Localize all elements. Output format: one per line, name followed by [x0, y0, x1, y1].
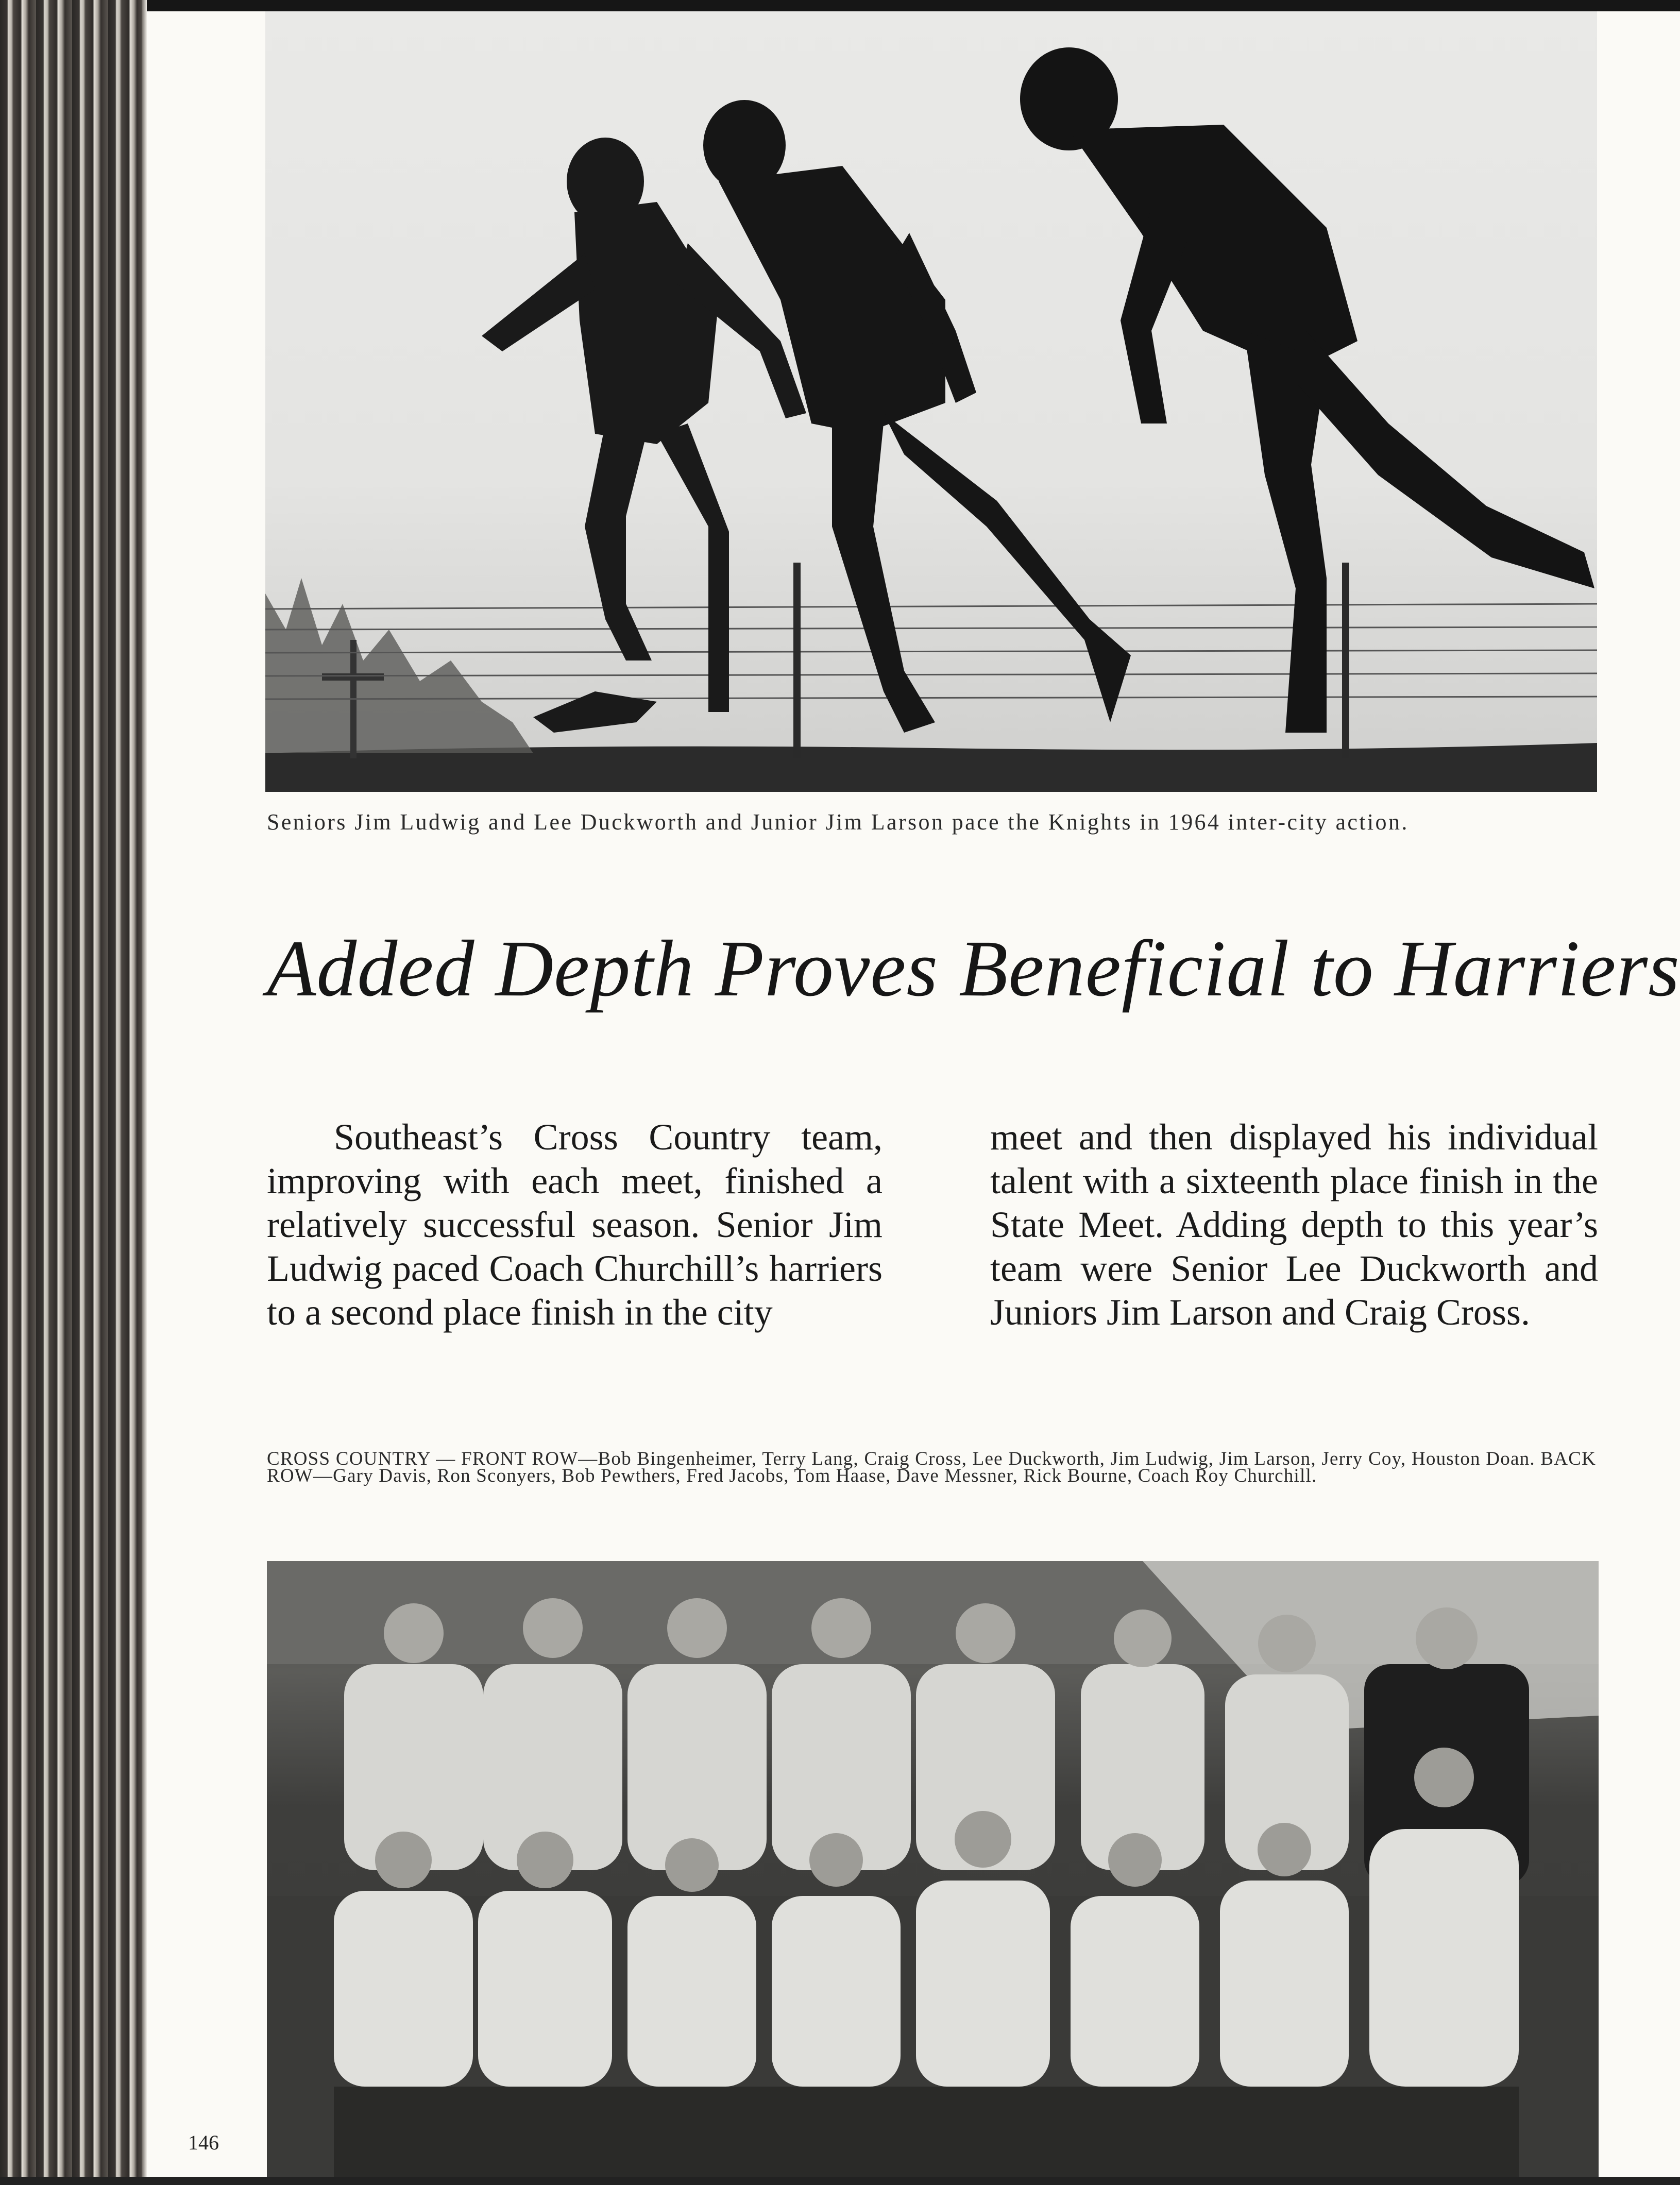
article-column-right: meet and then displayed his individual talent with a sixteenth place finish in the State Meet. Adding depth to this year’s team were Senior Lee Duckworth and Juniors Jim Larson and Craig Cross.: [990, 1116, 1598, 1333]
team-group-image: [267, 1561, 1599, 2177]
top-border: [147, 0, 1680, 11]
page-number: 146: [188, 2131, 219, 2154]
team-group-photo: [267, 1561, 1599, 2177]
team-photo-caption: CROSS COUNTRY — FRONT ROW—Bob Bingenheimer, Terry Lang, Craig Cross, Lee Duckworth, Jim Ludwig, Jim Larson, Jerry Coy, Houston Doan. BACK ROW—Gary Davis, Ron Sconyers, Bob Pewthers, Fred Jacobs, Tom Haase, Dave Messner, Rick Bourne, Coach Roy Churchill.: [267, 1448, 1596, 1486]
runners-silhouette-photo: [265, 11, 1597, 792]
top-photo-caption: Seniors Jim Ludwig and Lee Duckworth and Junior Jim Larson pace the Knights in 1964 inter-city action.: [267, 809, 1409, 835]
runners-silhouette-image: [265, 11, 1597, 792]
book-binding-edge: [0, 0, 147, 2185]
article-column-left: Southeast’s Cross Country team, improving with each meet, finished a relatively successful season. Senior Jim Ludwig paced Coach Churchill’s harriers to a second place finish in the city: [267, 1116, 883, 1333]
article-headline: Added Depth Proves Beneficial to Harriers: [267, 924, 1680, 1013]
bottom-border: [0, 2177, 1680, 2185]
